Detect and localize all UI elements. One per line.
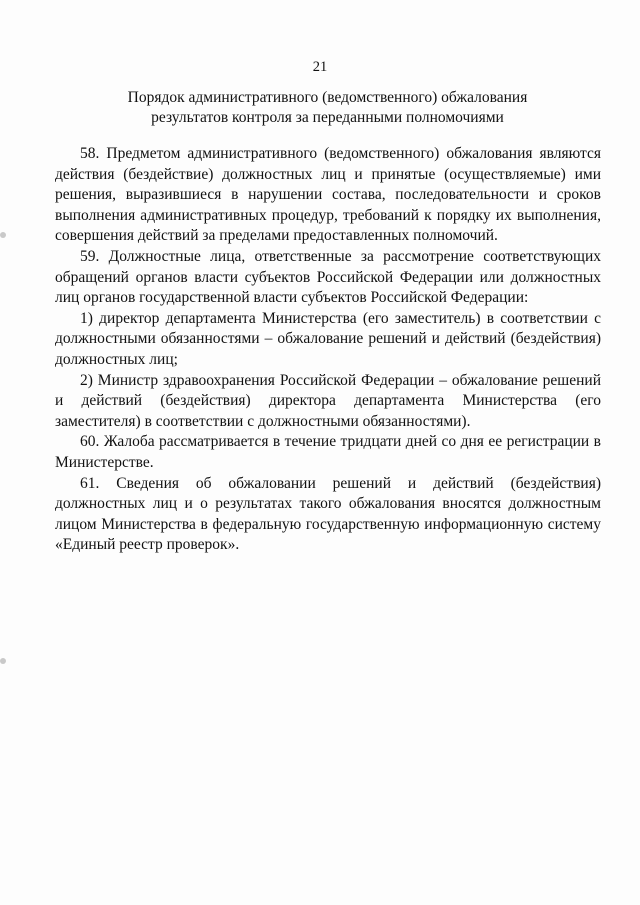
section-title — [60, 88, 595, 128]
section-title-line: результатов контроля за переданными полномочиями — [151, 109, 504, 126]
paragraph-61: 61. Сведения об обжаловании решений и действий (бездействия) должностных лиц и о результатах такого обжалования вносятся должностным лицом Министерства в федеральную государственную информационную систему «Единый реестр проверок». — [55, 474, 601, 554]
document-body — [55, 144, 601, 556]
list-item-2: 2) Министр здравоохранения Российской Федерации – обжалование решений и действий (бездействия) директора департамента Министерства (его заместителя) в соответствии с должностными обязанностями). — [55, 371, 601, 430]
page-number: 21 — [312, 59, 328, 75]
punch-hole-mark — [0, 658, 6, 664]
paragraph-58: 58. Предметом административного (ведомственного) обжалования являются действия (бездействие) должностных лиц и принятые (осуществляемые) ими решения, выразившиеся в нарушении состава, последовательности и сроков выполнения административных процедур, требований к порядку их выполнения, совершения действий за пределами предоставленных полномочий. — [55, 145, 601, 245]
paragraph-59: 59. Должностные лица, ответственные за рассмотрение соответствующих обращений органов власти субъектов Российской Федерации или должностных лиц органов государственной власти субъектов Российской Федерации: — [55, 247, 601, 307]
list-item-1: 1) директор департамента Министерства (его заместитель) в соответствии с должностными обязанностями – обжалование решений и действий (бездействия) должностных лиц; — [55, 309, 601, 368]
punch-hole-mark — [0, 232, 6, 238]
section-title-line: Порядок административного (ведомственного) обжалования — [127, 89, 528, 106]
paragraph-60: 60. Жалоба рассматривается в течение тридцати дней со дня ее регистрации в Министерстве. — [55, 433, 601, 471]
